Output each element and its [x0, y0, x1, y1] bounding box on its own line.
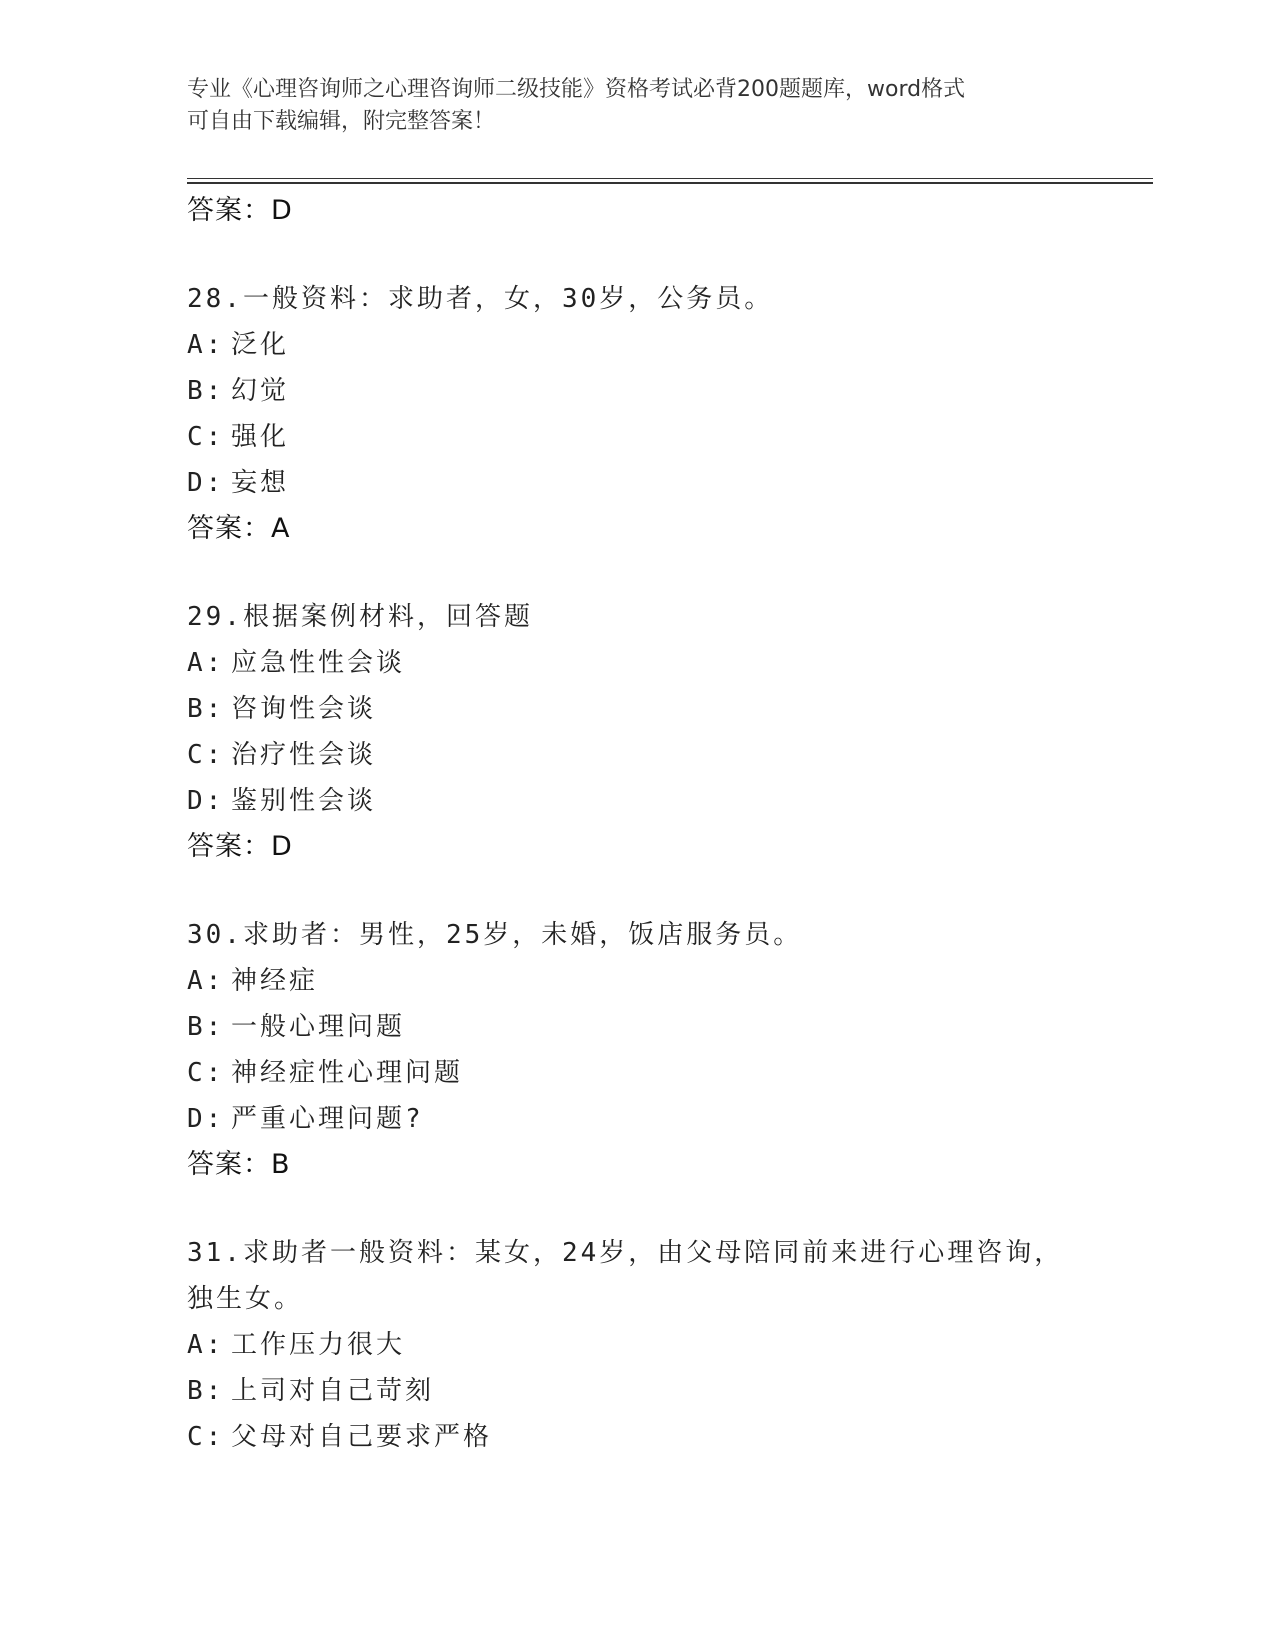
option-b — [187, 1368, 1087, 1414]
option-key: A: — [187, 330, 225, 360]
option-d — [187, 778, 1087, 824]
header-title-line-1: 专业《心理咨询师之心理咨询师二级技能》资格考试必背200题题库，word格式 — [187, 77, 966, 102]
answer-line: 答案：D — [187, 195, 293, 226]
option-text: 治疗性会谈 — [231, 740, 377, 770]
option-c — [187, 414, 1087, 460]
option-a — [187, 958, 1087, 1004]
question-block-31 — [187, 1230, 1087, 1460]
option-c — [187, 1414, 1087, 1460]
answer-line: 答案：B — [187, 1149, 291, 1180]
question-title: 28.一般资料：求助者，女，30岁，公务员。 — [187, 284, 774, 314]
question-block-30 — [187, 912, 1087, 1188]
option-key: C: — [187, 1422, 225, 1452]
header-divider-thick — [187, 182, 1153, 184]
option-c — [187, 1050, 1087, 1096]
option-c — [187, 732, 1087, 778]
option-text: 神经症性心理问题 — [231, 1058, 464, 1088]
answer-line: 答案：A — [187, 513, 291, 544]
option-a — [187, 640, 1087, 686]
option-text: 神经症 — [231, 966, 319, 996]
option-text: 应急性性会谈 — [231, 648, 406, 678]
option-text: 咨询性会谈 — [231, 694, 377, 724]
option-a — [187, 322, 1087, 368]
option-text: 上司对自己苛刻 — [231, 1376, 435, 1406]
option-key: B: — [187, 1012, 225, 1042]
option-key: A: — [187, 648, 225, 678]
document-header — [187, 74, 1087, 138]
question-title: 30.求助者：男性，25岁，未婚，饭店服务员。 — [187, 920, 803, 950]
option-text: 幻觉 — [231, 376, 290, 406]
option-text: 父母对自己要求严格 — [231, 1422, 493, 1452]
option-d — [187, 1096, 1087, 1142]
header-title-line-2: 可自由下载编辑，附完整答案！ — [187, 109, 496, 134]
option-a — [187, 1322, 1087, 1368]
option-text: 妄想 — [231, 468, 290, 498]
question-block-29 — [187, 594, 1087, 870]
option-text: 工作压力很大 — [231, 1330, 406, 1360]
option-key: C: — [187, 1058, 225, 1088]
question-title: 31.求助者一般资料：某女，24岁，由父母陪同前来进行心理咨询，独生女。 — [187, 1238, 1064, 1314]
option-key: B: — [187, 694, 225, 724]
option-b — [187, 368, 1087, 414]
option-key: D: — [187, 786, 225, 816]
option-key: C: — [187, 422, 225, 452]
option-key: A: — [187, 1330, 225, 1360]
question-list — [187, 188, 1087, 1460]
question-title: 29.根据案例材料，回答题 — [187, 602, 533, 632]
option-text: 鉴别性会谈 — [231, 786, 377, 816]
header-divider-thin — [187, 178, 1153, 179]
option-d — [187, 460, 1087, 506]
option-b — [187, 686, 1087, 732]
option-key: D: — [187, 468, 225, 498]
option-key: C: — [187, 740, 225, 770]
option-key: B: — [187, 1376, 225, 1406]
option-key: D: — [187, 1104, 225, 1134]
option-text: 强化 — [231, 422, 290, 452]
question-block-28 — [187, 276, 1087, 552]
option-text: 一般心理问题 — [231, 1012, 406, 1042]
answer-line: 答案：D — [187, 831, 293, 862]
option-text: 严重心理问题? — [231, 1104, 424, 1134]
option-b — [187, 1004, 1087, 1050]
option-key: A: — [187, 966, 225, 996]
option-text: 泛化 — [231, 330, 290, 360]
option-key: B: — [187, 376, 225, 406]
